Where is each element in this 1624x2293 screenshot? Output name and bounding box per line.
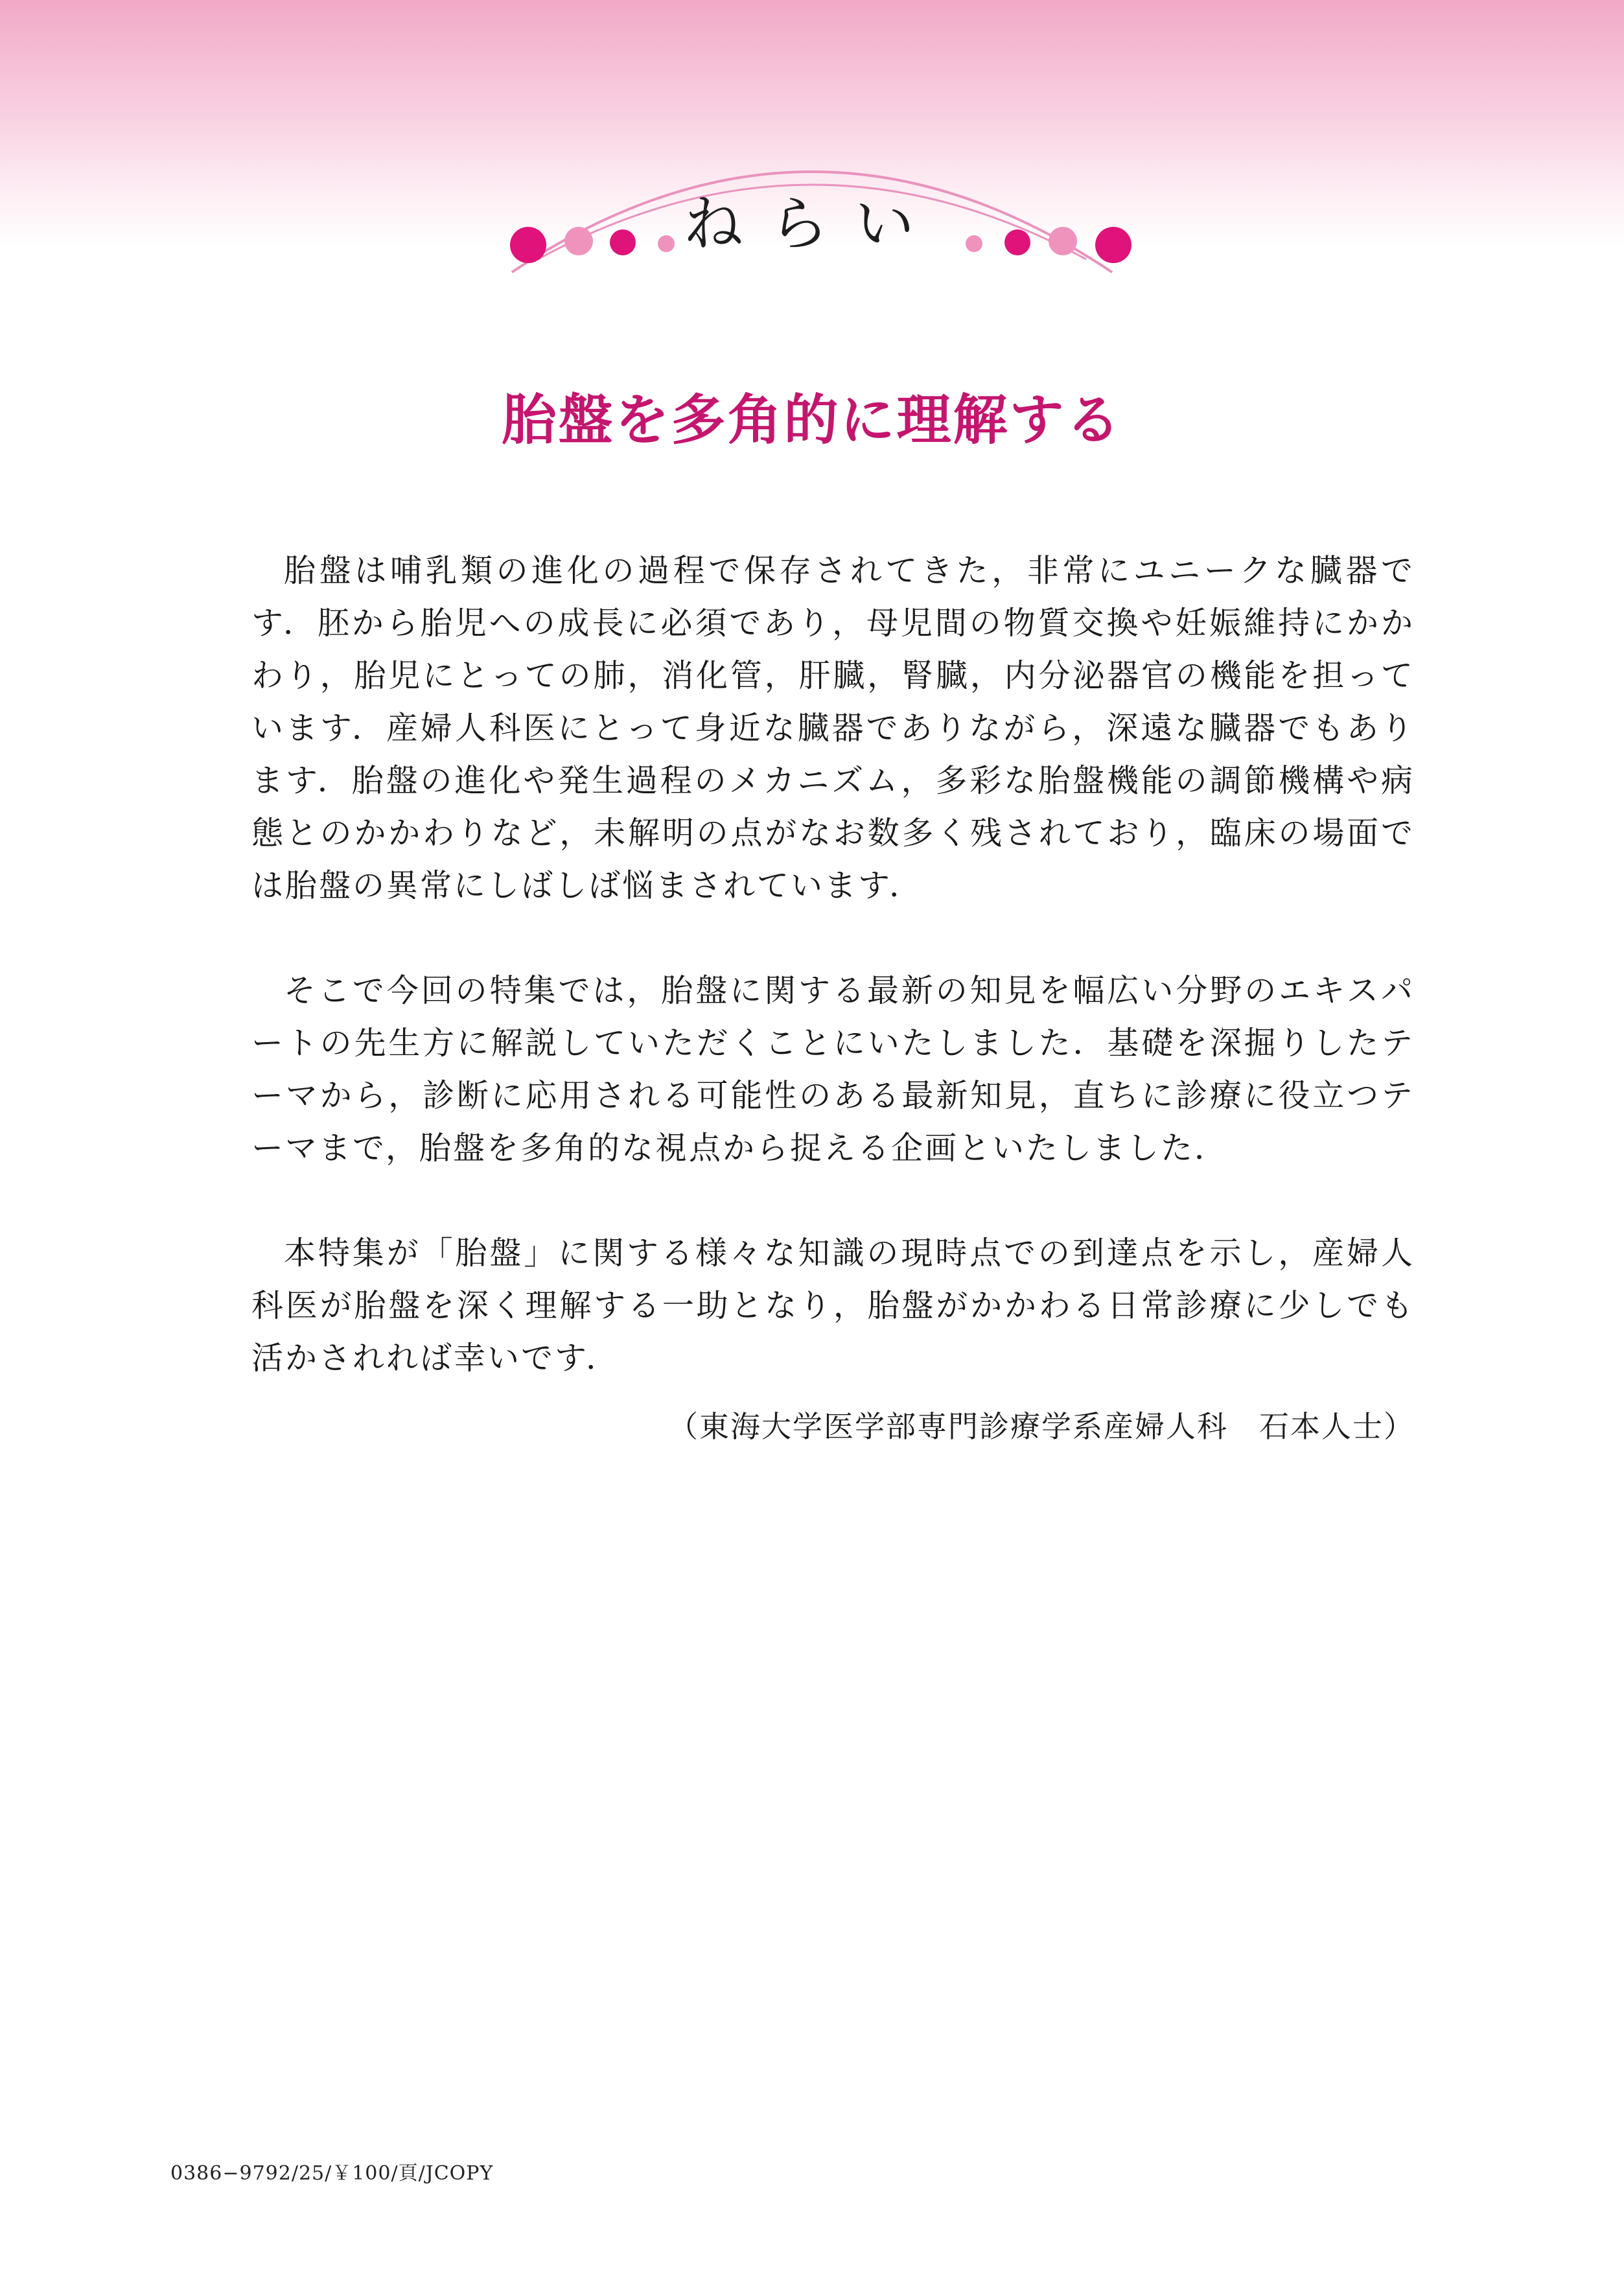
ornament-dot	[1049, 227, 1077, 255]
ornament-dot	[610, 229, 636, 255]
ornament-dot	[510, 227, 546, 263]
author-signature: （東海大学医学部専門診療学系産婦人科 石本人士）	[668, 1409, 1415, 1444]
ornament-dot	[966, 235, 982, 252]
ornament-dot	[658, 235, 675, 252]
ornament-dot	[1004, 229, 1030, 255]
body-paragraph: 胎盤は哺乳類の進化の過程で保存されてきた，非常にユニークな臓器です．胚から胎児への成長に必須であり，母児間の物質交換や妊娠維持にかかわり，胎児にとっての肺，消化管，肝臓，腎臓，内分泌器官の機能を担っています．産婦人科医にとって身近な臓器でありながら，深遠な臓器でもあります．胎盤の進化や発生過程のメカニズム，多彩な胎盤機能の調節機構や病態とのかかわりなど，未解明の点がなお数多く残されており，臨床の場面では胎盤の異常にしばしば悩まされています．	[251, 552, 1415, 904]
footer-copyright-code: 0386−9792/25/￥100/頁/JCOPY	[170, 2162, 494, 2185]
body-paragraph: そこで今回の特集では，胎盤に関する最新の知見を幅広い分野のエキスパートの先生方に解説していただくことにいたしました．基礎を深掘りしたテーマから，診断に応用される可能性のある最新知見，直ちに診療に役立つテーマまで，胎盤を多角的な視点から捉える企画といたしました．	[251, 972, 1415, 1167]
section-label: ねらい	[683, 189, 940, 259]
article-body	[251, 544, 1415, 1437]
body-paragraph: 本特集が「胎盤」に関する様々な知識の現時点での到達点を示し，産婦人科医が胎盤を深く理解する一助となり，胎盤がかかわる日常診療に少しでも活かされれば幸いです．	[251, 1235, 1415, 1377]
ornament-dot	[1095, 227, 1131, 263]
ornament-dot	[564, 227, 593, 255]
article-title: 胎盤を多角的に理解する	[502, 388, 1122, 452]
